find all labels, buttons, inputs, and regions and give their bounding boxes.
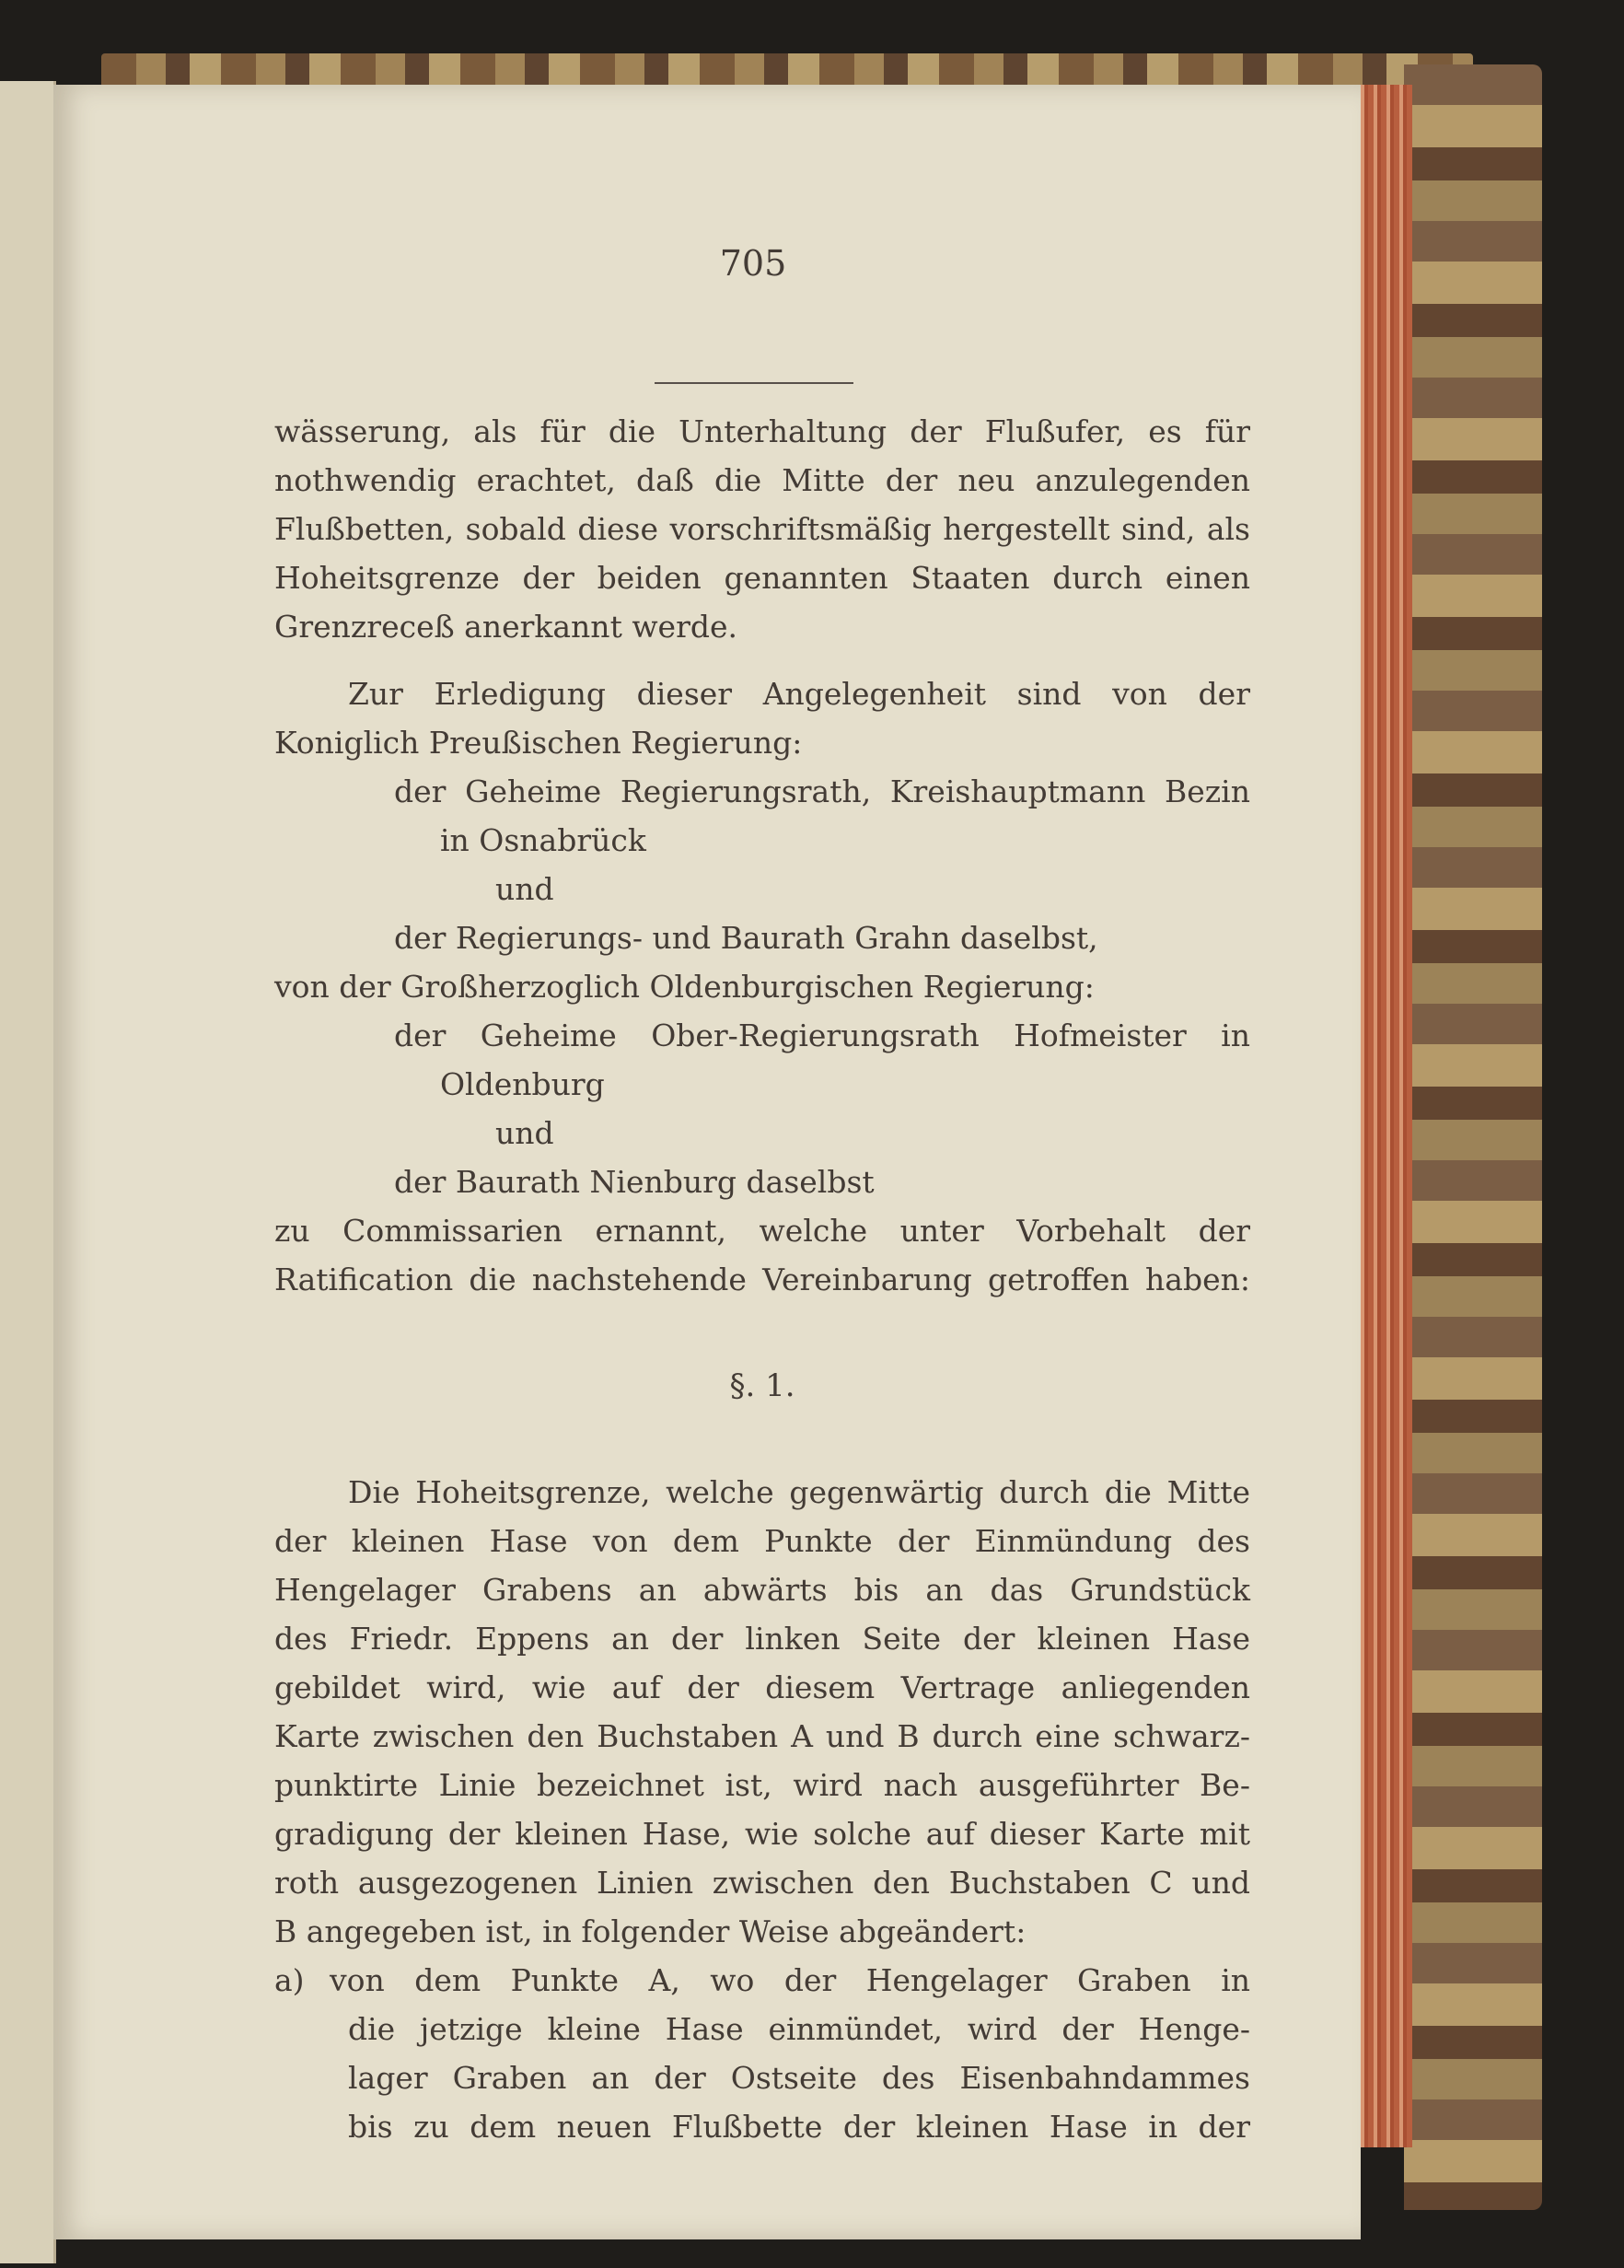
text-line: Grenzreceß anerkannt werde.	[274, 609, 738, 645]
left-page-edge	[0, 81, 56, 2263]
text-line: Zur Erledigung dieser Angelegenheit sind von der	[348, 676, 1250, 712]
text-line: roth ausgezogenen Linien zwischen den Buchstaben C und	[274, 1865, 1250, 1901]
text-line: der kleinen Hase von dem Punkte der Einmündung des	[274, 1523, 1250, 1559]
text-line: nothwendig erachtet, daß die Mitte der neu anzulegenden	[274, 462, 1250, 498]
text-line: Die Hoheitsgrenze, welche gegenwärtig durch die Mitte	[348, 1474, 1250, 1510]
text-line: der Regierungs- und Baurath Grahn daselbst,	[394, 920, 1098, 956]
text-line: in Osnabrück	[440, 822, 646, 858]
text-line: und	[495, 1115, 554, 1151]
page-fore-edge	[1355, 85, 1412, 2147]
text-line: Hoheitsgrenze der beiden genannten Staaten durch einen	[274, 560, 1250, 596]
text-line: des Friedr. Eppens an der linken Seite der kleinen Hase	[274, 1621, 1250, 1657]
page-number: 705	[719, 243, 787, 284]
header-rule	[655, 382, 853, 384]
list-item-text: von dem Punkte A, wo der Hengelager Graben in	[330, 1962, 1250, 1998]
book-page	[53, 85, 1361, 2239]
list-item-line	[274, 1956, 1250, 2005]
section-spacer	[274, 1304, 1250, 1359]
text-line: der Baurath Nienburg daselbst	[394, 1164, 875, 1200]
book-cover-right	[1404, 64, 1542, 2210]
text-line: Hengelager Grabens an abwärts bis an das Grundstück	[274, 1572, 1250, 1608]
text-line: punktirte Linie bezeichnet ist, wird nach ausgeführter Be-	[274, 1767, 1250, 1803]
paragraph-spacer	[274, 651, 1250, 669]
text-line: wässerung, als für die Unterhaltung der Flußufer, es für	[274, 413, 1250, 449]
text-line: der Geheime Regierungsrath, Kreishauptmann Bezin	[394, 773, 1250, 809]
text-line: von der Großherzoglich Oldenburgischen Regierung:	[274, 969, 1095, 1005]
text-line: Ratification die nachstehende Vereinbarung getroffen haben:	[274, 1262, 1250, 1297]
section-spacer	[274, 1413, 1250, 1468]
text-line: Flußbetten, sobald diese vorschriftsmäßig hergestellt sind, als	[274, 511, 1250, 547]
text-line: gradigung der kleinen Hase, wie solche auf dieser Karte mit	[274, 1816, 1250, 1852]
text-line: zu Commissarien ernannt, welche unter Vorbehalt der	[274, 1213, 1250, 1249]
text-line: der Geheime Ober-Regierungsrath Hofmeister in	[394, 1018, 1250, 1053]
page-text	[274, 407, 1250, 2151]
text-line: B angegeben ist, in folgender Weise abgeändert:	[274, 1913, 1027, 1949]
text-line: Koniglich Preußischen Regierung:	[274, 725, 803, 761]
text-line: Oldenburg	[440, 1066, 605, 1102]
text-line: und	[495, 871, 554, 907]
list-item-line: lager Graben an der Ostseite des Eisenbahndammes	[348, 2060, 1250, 2096]
list-item-line: die jetzige kleine Hase einmündet, wird der Henge-	[348, 2011, 1250, 2047]
text-line: Karte zwischen den Buchstaben A und B durch eine schwarz-	[274, 1718, 1250, 1754]
list-item-label: a)	[274, 1962, 305, 1998]
section-heading: §. 1.	[729, 1367, 795, 1404]
list-item-line: bis zu dem neuen Flußbette der kleinen Hase in der	[348, 2109, 1250, 2145]
text-line: gebildet wird, wie auf der diesem Vertrage anliegenden	[274, 1669, 1250, 1705]
